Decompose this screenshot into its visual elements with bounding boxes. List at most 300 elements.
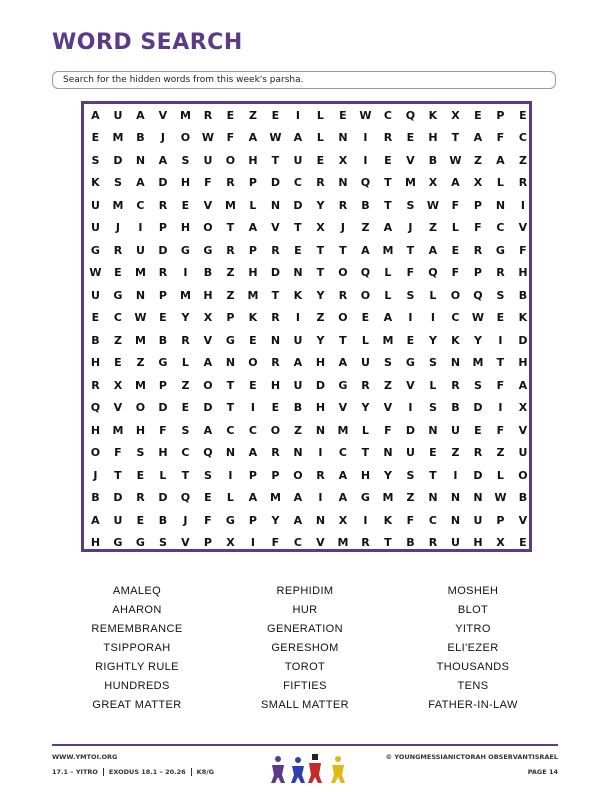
grid-letter[interactable]: N [225,356,236,369]
grid-letter[interactable]: W [201,131,214,144]
grid-letter[interactable]: U [293,333,303,347]
grid-letter[interactable]: O [360,288,371,302]
grid-letter[interactable]: F [406,266,415,279]
grid-letter[interactable]: P [248,513,257,527]
grid-letter[interactable]: E [181,401,190,414]
grid-letter[interactable]: M [134,333,146,347]
grid-letter[interactable]: T [181,468,190,482]
grid-letter[interactable]: T [226,221,235,234]
grid-letter[interactable]: C [181,446,190,459]
grid-letter[interactable]: F [496,378,505,392]
grid-letter[interactable]: L [226,491,234,504]
grid-letter[interactable]: F [226,131,235,144]
grid-letter[interactable]: G [225,333,235,347]
grid-letter[interactable]: N [495,198,506,212]
grid-letter[interactable]: K [383,513,393,527]
grid-letter[interactable]: E [406,131,415,144]
grid-letter[interactable]: I [295,311,300,324]
grid-letter[interactable]: E [474,108,482,122]
grid-letter[interactable]: G [158,356,168,369]
grid-letter[interactable]: E [249,378,257,392]
grid-letter[interactable]: G [113,536,123,549]
grid-letter[interactable]: Z [226,288,235,302]
grid-letter[interactable]: M [382,333,394,347]
grid-letter[interactable]: W [359,108,372,122]
grid-letter[interactable]: X [451,108,460,122]
grid-letter[interactable]: N [315,423,326,437]
grid-letter[interactable]: Y [473,333,482,347]
grid-letter[interactable]: E [114,266,122,279]
grid-letter[interactable]: P [158,288,167,302]
grid-letter[interactable]: L [429,378,437,392]
grid-letter[interactable]: J [183,513,188,527]
grid-letter[interactable]: M [382,491,394,504]
grid-letter[interactable]: C [518,131,527,144]
grid-letter[interactable]: X [316,221,325,234]
grid-letter[interactable]: P [226,311,235,324]
grid-letter[interactable]: A [91,108,100,122]
grid-letter[interactable]: B [91,491,100,504]
grid-letter[interactable]: E [226,108,235,122]
grid-letter[interactable]: T [114,468,122,482]
grid-letter[interactable]: Y [428,333,437,347]
grid-letter[interactable]: W [449,153,462,167]
grid-letter[interactable]: A [91,513,100,527]
grid-letter[interactable]: D [158,401,168,414]
grid-letter[interactable]: T [339,333,347,347]
grid-letter[interactable]: R [203,108,213,122]
grid-letter[interactable]: M [472,356,484,369]
grid-letter[interactable]: N [450,513,461,527]
grid-letter[interactable]: K [518,311,528,324]
grid-letter[interactable]: I [408,401,413,414]
grid-letter[interactable]: M [112,423,124,437]
grid-letter[interactable]: I [183,266,188,279]
grid-letter[interactable]: G [495,243,505,257]
grid-letter[interactable]: A [473,131,483,144]
grid-letter[interactable]: X [203,311,213,324]
grid-letter[interactable]: U [450,536,460,549]
grid-letter[interactable]: P [496,108,505,122]
grid-letter[interactable]: N [135,153,146,167]
grid-letter[interactable]: M [337,423,349,437]
grid-letter[interactable]: Y [361,401,370,414]
grid-letter[interactable]: U [360,356,370,369]
grid-letter[interactable]: C [338,446,347,459]
grid-letter[interactable]: L [384,288,392,302]
grid-letter[interactable]: T [226,378,235,392]
grid-letter[interactable]: O [90,446,101,459]
grid-letter[interactable]: D [113,491,123,504]
grid-letter[interactable]: A [158,153,168,167]
grid-letter[interactable]: I [228,468,233,482]
grid-letter[interactable]: W [426,198,439,212]
grid-letter[interactable]: M [112,131,124,144]
grid-letter[interactable]: K [428,108,438,122]
grid-letter[interactable]: R [518,176,528,189]
grid-letter[interactable]: M [179,108,191,122]
grid-letter[interactable]: L [249,198,257,212]
grid-letter[interactable]: L [316,131,324,144]
grid-letter[interactable]: J [160,131,165,144]
grid-letter[interactable]: U [113,108,123,122]
grid-letter[interactable]: I [498,401,503,414]
grid-letter[interactable]: M [247,288,259,302]
grid-letter[interactable]: B [158,513,168,527]
grid-letter[interactable]: B [518,288,528,302]
grid-letter[interactable]: O [338,266,348,279]
grid-letter[interactable]: O [293,468,303,482]
grid-letter[interactable]: S [428,356,437,369]
grid-letter[interactable]: M [134,378,146,392]
grid-letter[interactable]: X [428,176,438,189]
grid-letter[interactable]: H [315,401,326,414]
grid-letter[interactable]: D [270,266,280,279]
grid-letter[interactable]: B [406,536,415,549]
grid-letter[interactable]: L [384,266,392,279]
grid-letter[interactable]: S [428,401,437,414]
grid-letter[interactable]: Y [316,288,325,302]
grid-letter[interactable]: R [338,198,348,212]
grid-letter[interactable]: S [113,176,122,189]
grid-letter[interactable]: K [91,176,100,189]
grid-letter[interactable]: H [518,356,528,369]
grid-letter[interactable]: F [406,513,415,527]
grid-letter[interactable]: D [270,176,280,189]
grid-letter[interactable]: O [518,468,528,482]
grid-letter[interactable]: R [473,243,483,257]
grid-letter[interactable]: P [271,468,280,482]
grid-letter[interactable]: U [293,153,303,167]
grid-letter[interactable]: I [318,491,323,504]
grid-letter[interactable]: F [159,423,167,437]
grid-letter[interactable]: M [337,536,349,549]
grid-letter[interactable]: D [203,401,213,414]
grid-letter[interactable]: H [90,536,101,549]
grid-letter[interactable]: P [248,243,257,257]
grid-letter[interactable]: Q [473,288,483,302]
grid-letter[interactable]: L [159,468,167,482]
grid-letter[interactable]: Z [316,311,325,324]
grid-letter[interactable]: R [316,176,325,189]
grid-letter[interactable]: R [451,378,460,392]
grid-letter[interactable]: F [496,131,505,144]
grid-letter[interactable]: I [363,131,368,144]
grid-letter[interactable]: T [361,446,370,459]
grid-letter[interactable]: H [180,221,191,234]
grid-letter[interactable]: H [248,266,258,279]
grid-letter[interactable]: S [473,378,482,392]
grid-letter[interactable]: Z [181,378,190,392]
grid-letter[interactable]: S [136,446,145,459]
grid-letter[interactable]: S [406,198,415,212]
grid-letter[interactable]: O [135,401,146,414]
grid-letter[interactable]: N [135,288,146,302]
grid-letter[interactable]: Y [383,468,392,482]
grid-letter[interactable]: I [250,536,255,549]
grid-letter[interactable]: L [181,356,189,369]
grid-letter[interactable]: C [293,536,302,549]
grid-letter[interactable]: L [316,108,324,122]
grid-letter[interactable]: T [406,243,415,257]
grid-letter[interactable]: I [363,513,368,527]
grid-letter[interactable]: F [271,536,280,549]
grid-letter[interactable]: G [338,378,348,392]
grid-letter[interactable]: Z [113,333,122,347]
grid-letter[interactable]: M [382,243,394,257]
grid-letter[interactable]: O [270,423,281,437]
grid-letter[interactable]: W [134,311,147,324]
grid-letter[interactable]: F [496,423,505,437]
grid-letter[interactable]: N [338,176,348,189]
grid-letter[interactable]: E [159,311,167,324]
grid-letter[interactable]: I [498,333,503,347]
grid-letter[interactable]: R [271,311,280,324]
grid-letter[interactable]: E [496,311,505,324]
grid-letter[interactable]: R [361,378,370,392]
grid-letter[interactable]: C [293,176,302,189]
grid-letter[interactable]: D [518,333,528,347]
grid-letter[interactable]: N [473,491,483,504]
grid-letter[interactable]: G [113,288,123,302]
grid-letter[interactable]: B [91,333,100,347]
grid-letter[interactable]: Q [428,266,438,279]
grid-letter[interactable]: S [91,153,100,167]
grid-letter[interactable]: Q [90,401,101,414]
grid-letter[interactable]: E [204,491,212,504]
grid-letter[interactable]: A [293,356,303,369]
grid-letter[interactable]: E [91,311,100,324]
grid-letter[interactable]: F [519,243,527,257]
grid-letter[interactable]: H [360,468,371,482]
grid-letter[interactable]: B [136,131,145,144]
grid-letter[interactable]: A [203,356,213,369]
grid-letter[interactable]: Z [248,108,257,122]
grid-letter[interactable]: H [428,131,438,144]
grid-letter[interactable]: U [405,446,415,459]
grid-letter[interactable]: P [158,221,167,234]
grid-letter[interactable]: A [136,176,145,189]
grid-letter[interactable]: H [248,153,258,167]
grid-letter[interactable]: N [270,198,281,212]
grid-letter[interactable]: O [225,153,236,167]
grid-letter[interactable]: N [293,446,303,459]
grid-letter[interactable]: S [406,468,415,482]
grid-letter[interactable]: O [180,131,191,144]
grid-letter[interactable]: E [271,108,280,122]
grid-letter[interactable]: B [293,401,303,414]
grid-letter[interactable]: T [384,198,392,212]
grid-letter[interactable]: M [224,198,236,212]
grid-letter[interactable]: D [473,468,483,482]
grid-letter[interactable]: B [428,153,438,167]
grid-letter[interactable]: R [271,446,280,459]
grid-letter[interactable]: R [136,491,145,504]
grid-letter[interactable]: L [496,468,504,482]
grid-letter[interactable]: P [473,266,482,279]
grid-letter[interactable]: F [204,176,212,189]
grid-letter[interactable]: V [271,221,280,234]
grid-letter[interactable]: Z [428,221,437,234]
grid-letter[interactable]: A [451,176,460,189]
grid-letter[interactable]: Z [293,423,302,437]
grid-letter[interactable]: K [248,311,258,324]
grid-letter[interactable]: F [204,513,212,527]
grid-letter[interactable]: T [429,468,437,482]
grid-letter[interactable]: R [91,378,100,392]
grid-letter[interactable]: C [226,423,235,437]
grid-letter[interactable]: O [450,288,461,302]
grid-letter[interactable]: T [294,221,302,234]
grid-letter[interactable]: E [294,243,302,257]
grid-letter[interactable]: S [203,468,212,482]
grid-letter[interactable]: G [90,243,100,257]
grid-letter[interactable]: P [248,176,257,189]
grid-letter[interactable]: A [293,513,303,527]
grid-letter[interactable]: H [90,356,101,369]
grid-letter[interactable]: Y [181,311,190,324]
grid-letter[interactable]: T [316,243,325,257]
grid-letter[interactable]: R [181,333,190,347]
grid-letter[interactable]: W [269,131,282,144]
grid-letter[interactable]: B [518,491,528,504]
grid-letter[interactable]: U [135,243,145,257]
grid-letter[interactable]: H [203,288,213,302]
grid-letter[interactable]: O [203,221,213,234]
grid-letter[interactable]: I [520,198,525,212]
grid-letter[interactable]: H [473,536,483,549]
grid-letter[interactable]: U [518,446,528,459]
grid-letter[interactable]: N [225,446,236,459]
grid-letter[interactable]: P [496,513,505,527]
grid-letter[interactable]: V [113,401,123,414]
grid-letter[interactable]: X [338,513,348,527]
grid-letter[interactable]: Q [360,266,371,279]
grid-letter[interactable]: H [180,176,191,189]
grid-letter[interactable]: D [405,423,415,437]
grid-letter[interactable]: A [203,423,213,437]
grid-letter[interactable]: H [158,446,168,459]
grid-letter[interactable]: S [158,536,167,549]
grid-letter[interactable]: U [203,153,213,167]
grid-letter[interactable]: A [293,131,303,144]
grid-letter[interactable]: R [361,536,370,549]
grid-letter[interactable]: I [138,221,143,234]
grid-letter[interactable]: E [181,198,190,212]
grid-letter[interactable]: E [429,446,437,459]
grid-letter[interactable]: A [383,311,393,324]
grid-letter[interactable]: A [428,243,438,257]
grid-letter[interactable]: U [450,423,460,437]
grid-letter[interactable]: A [293,491,303,504]
grid-letter[interactable]: O [248,356,258,369]
grid-letter[interactable]: X [496,536,505,549]
grid-letter[interactable]: M [134,266,146,279]
grid-letter[interactable]: E [361,311,370,324]
grid-letter[interactable]: L [361,333,369,347]
grid-letter[interactable]: A [136,108,145,122]
grid-letter[interactable]: F [114,446,122,459]
grid-letter[interactable]: A [361,243,370,257]
grid-letter[interactable]: G [135,536,145,549]
grid-letter[interactable]: C [428,513,437,527]
grid-letter[interactable]: E [519,536,527,549]
grid-letter[interactable]: F [384,423,392,437]
grid-letter[interactable]: S [406,288,415,302]
grid-letter[interactable]: I [295,108,300,122]
grid-letter[interactable]: H [135,423,146,437]
grid-letter[interactable]: D [158,491,168,504]
grid-letter[interactable]: A [248,491,258,504]
grid-letter[interactable]: N [383,446,393,459]
grid-letter[interactable]: V [203,333,213,347]
grid-letter[interactable]: G [180,243,190,257]
grid-letter[interactable]: Q [360,176,371,189]
grid-letter[interactable]: C [496,221,505,234]
grid-letter[interactable]: S [496,288,505,302]
grid-letter[interactable]: E [519,108,527,122]
grid-letter[interactable]: L [361,423,369,437]
grid-letter[interactable]: I [430,311,435,324]
grid-letter[interactable]: N [428,423,438,437]
grid-letter[interactable]: C [451,311,460,324]
grid-letter[interactable]: E [136,468,145,482]
grid-letter[interactable]: J [93,468,98,482]
grid-letter[interactable]: T [451,131,460,144]
grid-letter[interactable]: S [181,423,190,437]
grid-letter[interactable]: V [181,536,190,549]
grid-letter[interactable]: G [225,513,235,527]
grid-letter[interactable]: T [316,266,325,279]
grid-letter[interactable]: M [269,491,281,504]
grid-letter[interactable]: K [293,288,303,302]
grid-letter[interactable]: I [408,311,413,324]
grid-letter[interactable]: L [451,221,459,234]
grid-letter[interactable]: A [518,378,528,392]
grid-letter[interactable]: R [271,243,280,257]
grid-letter[interactable]: Z [361,221,370,234]
grid-letter[interactable]: U [293,378,303,392]
grid-letter[interactable]: V [203,198,213,212]
grid-letter[interactable]: R [113,243,123,257]
grid-letter[interactable]: N [293,266,303,279]
grid-letter[interactable]: A [338,468,348,482]
grid-letter[interactable]: D [158,243,168,257]
grid-letter[interactable]: T [339,243,347,257]
grid-letter[interactable]: R [158,266,168,279]
grid-letter[interactable]: V [518,423,528,437]
grid-letter[interactable]: I [318,446,323,459]
grid-letter[interactable]: H [270,378,281,392]
grid-letter[interactable]: H [90,423,101,437]
grid-letter[interactable]: E [474,423,482,437]
grid-letter[interactable]: X [338,153,348,167]
grid-letter[interactable]: N [338,131,348,144]
grid-letter[interactable]: Q [405,108,416,122]
grid-letter[interactable]: A [248,221,258,234]
grid-letter[interactable]: N [270,333,281,347]
grid-letter[interactable]: R [158,198,168,212]
grid-letter[interactable]: P [473,198,482,212]
grid-letter[interactable]: R [473,446,483,459]
grid-letter[interactable]: Z [451,446,460,459]
grid-letter[interactable]: N [450,491,461,504]
grid-letter[interactable]: T [496,356,505,369]
grid-letter[interactable]: C [113,311,122,324]
grid-letter[interactable]: T [226,401,235,414]
grid-letter[interactable]: I [363,153,368,167]
grid-letter[interactable]: I [250,401,255,414]
